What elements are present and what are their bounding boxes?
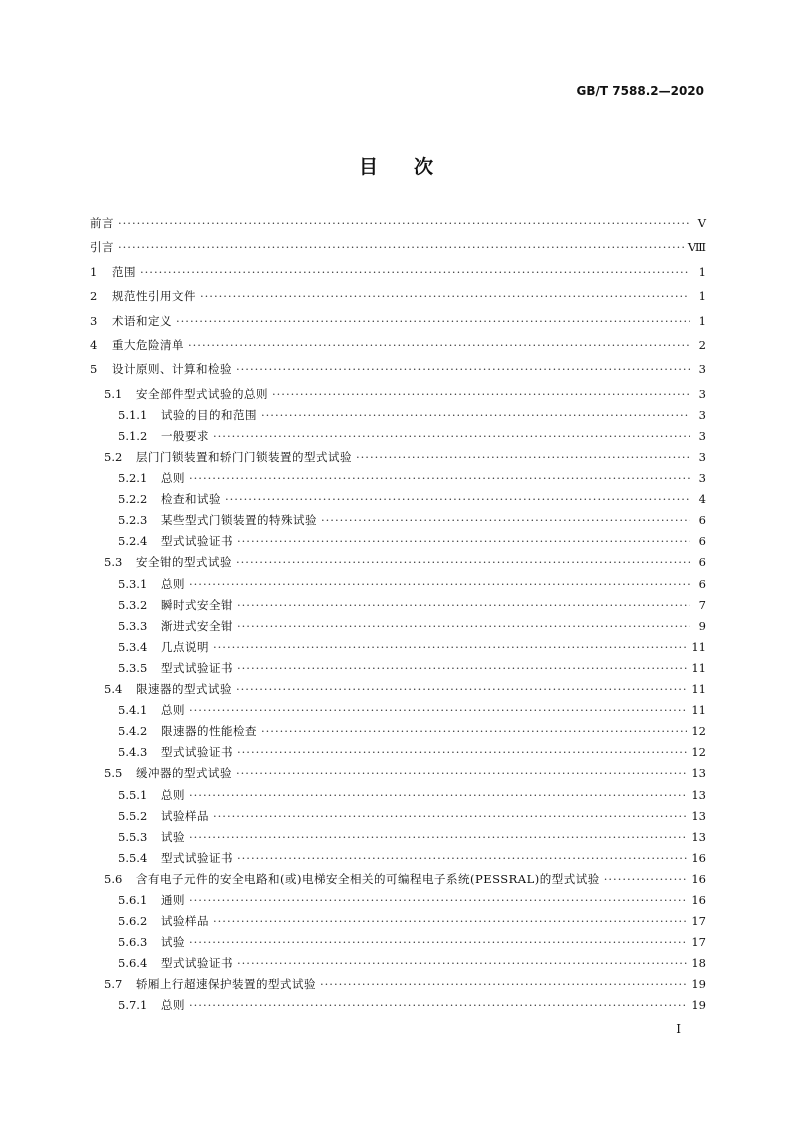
toc-entry[interactable] <box>90 850 706 874</box>
toc-entry-label: 缓冲器的型式试验 <box>136 766 232 781</box>
toc-entry-number: 5.3.2 <box>118 597 148 612</box>
toc-entry[interactable] <box>90 1000 706 1021</box>
toc-leader-dots <box>189 579 690 591</box>
toc-leader-dots <box>604 874 688 886</box>
toc-entry-number: 5.7 <box>104 977 123 992</box>
toc-entry-label: 总则 <box>161 787 185 802</box>
toc-leader-dots <box>189 705 687 717</box>
toc-entry-page: 13 <box>691 829 706 844</box>
toc-entry-label: 某些型式门锁装置的特殊试验 <box>161 513 317 528</box>
toc-entry-number: 5.6.4 <box>118 956 148 971</box>
toc-entry[interactable] <box>90 576 706 600</box>
toc-entry[interactable] <box>90 829 706 853</box>
toc-entry-page: 4 <box>698 492 706 507</box>
toc-entry-number: 5.2.4 <box>118 534 148 549</box>
toc-entry[interactable] <box>90 660 706 684</box>
toc-entry-page: 2 <box>698 337 706 352</box>
toc-entry[interactable] <box>90 747 706 768</box>
toc-entry-number: 5.3 <box>104 555 123 570</box>
toc-entry-number: 5.1.2 <box>118 428 148 443</box>
toc-entry-number: 4 <box>90 337 98 352</box>
page-folio: I <box>676 1022 681 1036</box>
toc-entry-label: 总则 <box>161 471 185 486</box>
toc-leader-dots <box>213 642 687 654</box>
toc-entry[interactable] <box>90 428 706 452</box>
toc-leader-dots <box>237 600 690 612</box>
toc-entry-number: 5.4.2 <box>118 724 148 739</box>
page-title-second: 次 <box>414 156 436 178</box>
toc-entry[interactable] <box>90 808 706 832</box>
toc-entry-page: 6 <box>698 534 706 549</box>
toc-entry-label: 型式试验证书 <box>161 534 233 549</box>
toc-leader-dots <box>200 291 690 303</box>
toc-entry[interactable] <box>90 618 706 642</box>
toc-entry-label: 术语和定义 <box>112 313 172 328</box>
toc-entry-page: 13 <box>691 808 706 823</box>
toc-entry-page: 3 <box>698 362 706 377</box>
toc-entry-page: 12 <box>691 745 706 760</box>
toc-entry-page: 18 <box>691 956 706 971</box>
toc-entry-page: 9 <box>698 618 706 633</box>
toc-entry-number: 5.5.1 <box>118 787 148 802</box>
toc-entry[interactable] <box>90 452 706 473</box>
toc-entry-label: 试验 <box>161 829 185 844</box>
toc-entry-number: 1 <box>90 264 98 279</box>
toc-entry-label: 试验的目的和范围 <box>161 407 257 422</box>
standard-number: GB/T 7588.2—2020 <box>576 84 704 98</box>
toc-entry[interactable] <box>90 726 706 747</box>
toc-entry-label: 试验样品 <box>161 914 209 929</box>
toc-entry-number: 5.6.3 <box>118 935 148 950</box>
toc-entry-label: 型式试验证书 <box>161 956 233 971</box>
toc-entry-label: 总则 <box>161 703 185 718</box>
toc-entry-label: 安全部件型式试验的总则 <box>136 386 268 401</box>
toc-entry-page: 16 <box>691 871 706 886</box>
toc-entry-label: 安全钳的型式试验 <box>136 555 232 570</box>
toc-entry-label: 试验 <box>161 935 185 950</box>
toc-entry[interactable] <box>90 473 706 494</box>
toc-entry-label: 型式试验证书 <box>161 850 233 865</box>
toc-entry-number: 5.4.3 <box>118 745 148 760</box>
toc-entry[interactable] <box>90 291 706 315</box>
toc-entry-page: 3 <box>698 386 706 401</box>
toc-entry-page: 16 <box>691 850 706 865</box>
toc-entry-page: 3 <box>698 428 706 443</box>
toc-entry-label: 引言 <box>90 240 114 255</box>
toc-entry[interactable] <box>90 407 706 431</box>
toc-entry-page: 17 <box>691 914 706 929</box>
toc-entry[interactable] <box>90 937 706 958</box>
toc-entry-number: 5.5.2 <box>118 808 148 823</box>
toc-entry[interactable] <box>90 242 706 266</box>
toc-entry-label: 通则 <box>161 892 185 907</box>
toc-leader-dots <box>320 979 687 991</box>
toc-leader-dots <box>272 389 690 401</box>
toc-entry-label: 几点说明 <box>161 639 209 654</box>
toc-entry-page: 13 <box>691 787 706 802</box>
page-title-first: 目 <box>358 156 380 178</box>
toc-leader-dots <box>213 811 687 823</box>
toc-entry[interactable] <box>90 264 706 291</box>
toc-entry-number: 5.1.1 <box>118 407 148 422</box>
page-title <box>0 152 794 179</box>
toc-entry-number: 5.6 <box>104 871 123 886</box>
toc-entry-page: 11 <box>691 639 706 654</box>
toc-entry-number: 5.3.3 <box>118 618 148 633</box>
toc-entry-page: 6 <box>698 576 706 591</box>
toc-entry-label: 渐进式安全钳 <box>161 618 233 633</box>
toc-entry-page: 13 <box>691 766 706 781</box>
toc-entry-label: 前言 <box>90 216 114 230</box>
toc-leader-dots <box>189 1000 687 1012</box>
toc-entry[interactable] <box>90 494 706 515</box>
toc-entry-number: 5.3.1 <box>118 576 148 591</box>
toc-entry-page: 19 <box>691 998 706 1013</box>
toc-entry-label: 含有电子元件的安全电路和(或)电梯安全相关的可编程电子系统(PESSRAL)的型式试验 <box>136 871 600 886</box>
toc-entry-number: 5.2.3 <box>118 513 148 528</box>
toc-entry-page: 11 <box>691 682 706 697</box>
toc-entry-page: 6 <box>698 555 706 570</box>
toc-entry[interactable] <box>90 337 706 364</box>
toc-entry-label: 轿厢上行超速保护装置的型式试验 <box>136 977 316 992</box>
toc-leader-dots <box>237 536 690 548</box>
toc-leader-dots <box>236 684 687 696</box>
toc-entry-number: 5.3.4 <box>118 639 148 654</box>
toc-entry[interactable] <box>90 364 706 388</box>
toc-entry[interactable] <box>90 557 706 578</box>
toc-entry-label: 型式试验证书 <box>161 660 233 675</box>
toc-entry-page: 17 <box>691 935 706 950</box>
toc-entry[interactable] <box>90 892 706 916</box>
toc-entry-label: 范围 <box>112 264 136 279</box>
toc-entry-page: Ⅷ <box>687 240 706 255</box>
toc-leader-dots <box>237 958 687 970</box>
toc-entry-page: 3 <box>698 450 706 465</box>
toc-entry-label: 设计原则、计算和检验 <box>112 362 232 377</box>
toc-entry-label: 规范性引用文件 <box>112 289 196 304</box>
toc-leader-dots <box>236 557 690 569</box>
toc-entry[interactable] <box>90 787 706 811</box>
toc-entry-number: 2 <box>90 289 98 304</box>
toc-entry-label: 总则 <box>161 576 185 591</box>
toc-leader-dots <box>118 242 684 254</box>
toc-entry-page: 3 <box>698 407 706 422</box>
toc-entry-page: 19 <box>691 977 706 992</box>
toc-entry-page: 11 <box>691 660 706 675</box>
toc-leader-dots <box>189 895 687 907</box>
toc-entry-page: 1 <box>698 289 706 304</box>
toc-entry-label: 一般要求 <box>161 428 209 443</box>
toc-entry-label: 型式试验证书 <box>161 745 233 760</box>
toc-entry-label: 重大危险清单 <box>112 337 184 352</box>
toc-entry[interactable] <box>90 639 706 663</box>
toc-entry-page: 16 <box>691 892 706 907</box>
toc-entry[interactable] <box>90 958 706 979</box>
toc-entry-number: 5.6.1 <box>118 892 148 907</box>
toc-entry[interactable] <box>90 871 706 895</box>
toc-leader-dots <box>356 452 690 464</box>
toc-leader-dots <box>225 494 690 506</box>
toc-leader-dots <box>189 937 687 949</box>
toc-leader-dots <box>237 747 687 759</box>
toc-entry[interactable] <box>90 684 706 705</box>
toc-entry-number: 5.2.2 <box>118 492 148 507</box>
toc-leader-dots <box>237 663 687 675</box>
toc-entry[interactable] <box>90 705 706 726</box>
toc-entry-label: 限速器的性能检查 <box>161 724 257 739</box>
toc-entry[interactable] <box>90 916 706 937</box>
toc-leader-dots <box>176 316 690 328</box>
toc-leader-dots <box>189 790 687 802</box>
toc-leader-dots <box>237 853 687 865</box>
toc-entry-number: 5.5.4 <box>118 850 148 865</box>
toc-entry-label: 限速器的型式试验 <box>136 682 232 697</box>
toc-entry-page: 1 <box>698 313 706 328</box>
toc-entry-label: 试验样品 <box>161 808 209 823</box>
toc-entry-label: 检查和试验 <box>161 492 221 507</box>
toc-entry-number: 5.5 <box>104 766 123 781</box>
table-of-contents <box>90 218 706 1022</box>
toc-leader-dots <box>140 267 690 279</box>
toc-entry-number: 5.4 <box>104 682 123 697</box>
toc-entry[interactable] <box>90 536 706 557</box>
toc-entry-page: 1 <box>698 264 706 279</box>
toc-leader-dots <box>261 726 687 738</box>
toc-entry[interactable] <box>90 313 706 340</box>
toc-entry-number: 5.3.5 <box>118 660 148 675</box>
toc-entry[interactable] <box>90 979 706 1000</box>
toc-leader-dots <box>213 431 690 443</box>
toc-leader-dots <box>118 218 690 230</box>
toc-leader-dots <box>321 515 690 527</box>
toc-entry-number: 5.6.2 <box>118 914 148 929</box>
toc-entry-label: 总则 <box>161 998 185 1013</box>
toc-entry-page: 11 <box>691 703 706 718</box>
toc-entry-page: Ⅴ <box>697 216 706 230</box>
toc-entry-number: 5.2.1 <box>118 471 148 486</box>
toc-entry[interactable] <box>90 386 706 410</box>
toc-entry-number: 5.1 <box>104 386 123 401</box>
toc-entry-page: 3 <box>698 471 706 486</box>
toc-entry[interactable] <box>90 597 706 621</box>
toc-leader-dots <box>236 768 687 780</box>
toc-entry-label: 层门门锁装置和轿门门锁装置的型式试验 <box>136 450 352 465</box>
toc-entry[interactable] <box>90 768 706 789</box>
toc-entry-number: 5.7.1 <box>118 998 148 1013</box>
toc-entry-number: 5.5.3 <box>118 829 148 844</box>
toc-entry-page: 7 <box>698 597 706 612</box>
toc-entry-page: 6 <box>698 513 706 528</box>
toc-entry-number: 5 <box>90 362 98 377</box>
toc-leader-dots <box>213 916 687 928</box>
toc-entry-page: 12 <box>691 724 706 739</box>
toc-entry-number: 5.4.1 <box>118 703 148 718</box>
toc-entry-number: 5.2 <box>104 450 123 465</box>
toc-leader-dots <box>237 621 690 633</box>
toc-entry-label: 瞬时式安全钳 <box>161 597 233 612</box>
toc-leader-dots <box>189 473 690 485</box>
toc-leader-dots <box>189 832 687 844</box>
toc-entry-number: 3 <box>90 313 98 328</box>
toc-entry[interactable] <box>90 515 706 536</box>
toc-entry[interactable] <box>90 218 706 242</box>
toc-leader-dots <box>236 364 690 376</box>
toc-leader-dots <box>261 410 690 422</box>
toc-leader-dots <box>188 340 690 352</box>
